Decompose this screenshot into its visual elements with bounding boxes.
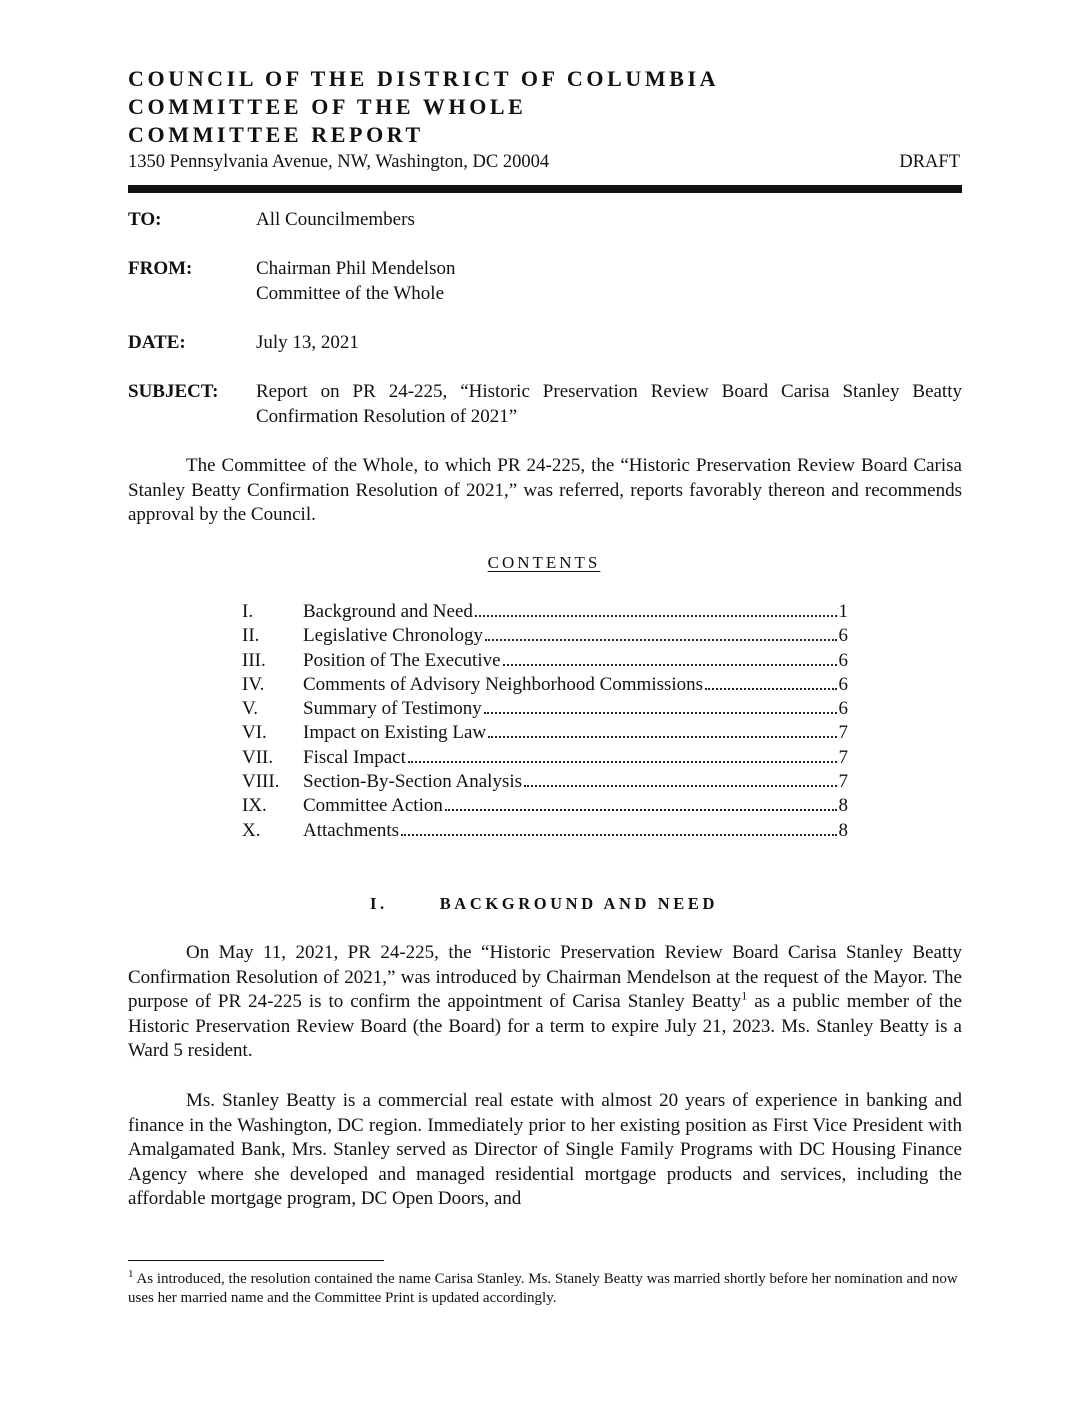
toc-title: Attachments bbox=[303, 819, 400, 841]
report-heading: COMMITTEE REPORT bbox=[128, 122, 424, 147]
toc-page: 8 bbox=[838, 819, 848, 841]
toc-leader bbox=[484, 712, 837, 714]
header-rule bbox=[128, 185, 962, 193]
committee-heading: COMMITTEE OF THE WHOLE bbox=[128, 94, 527, 119]
footnote-reference: 1 bbox=[741, 988, 748, 1003]
toc-leader bbox=[705, 688, 836, 690]
toc-number: VII. bbox=[242, 746, 274, 768]
toc-title: Summary of Testimony bbox=[303, 698, 482, 720]
draft-label: DRAFT bbox=[899, 152, 960, 172]
toc-number: X. bbox=[242, 819, 261, 841]
toc-row bbox=[242, 649, 848, 673]
toc-row bbox=[242, 673, 848, 697]
footnote-rule bbox=[128, 1260, 384, 1261]
to-value: All Councilmembers bbox=[256, 209, 415, 230]
toc-row bbox=[242, 819, 848, 843]
from-label: FROM: bbox=[128, 258, 193, 279]
section-heading bbox=[0, 893, 1088, 915]
from-value-name: Chairman Phil Mendelson bbox=[256, 258, 456, 279]
section-title: BACKGROUND AND NEED bbox=[439, 894, 719, 913]
address: 1350 Pennsylvania Avenue, NW, Washington, DC 20004 bbox=[128, 152, 550, 172]
toc-leader bbox=[445, 809, 837, 811]
footnote-number: 1 bbox=[128, 1268, 134, 1280]
table-of-contents bbox=[242, 600, 848, 843]
toc-row bbox=[242, 794, 848, 818]
toc-row bbox=[242, 697, 848, 721]
footnote bbox=[128, 1270, 962, 1308]
toc-page: 1 bbox=[838, 601, 848, 622]
toc-title: Section-By-Section Analysis bbox=[303, 771, 523, 793]
toc-page: 6 bbox=[838, 698, 848, 720]
toc-title: Impact on Existing Law bbox=[303, 722, 487, 744]
section-number: I. bbox=[369, 894, 388, 913]
toc-leader bbox=[408, 761, 837, 763]
toc-number: II. bbox=[242, 625, 260, 647]
council-heading: COUNCIL OF THE DISTRICT OF COLUMBIA bbox=[128, 66, 720, 91]
toc-leader bbox=[475, 615, 837, 617]
toc-leader bbox=[488, 736, 836, 738]
toc-leader bbox=[401, 834, 836, 836]
toc-number: IX. bbox=[242, 795, 267, 817]
from-value-committee: Committee of the Whole bbox=[256, 283, 445, 304]
toc-page: 7 bbox=[838, 722, 848, 744]
date-value: July 13, 2021 bbox=[256, 332, 359, 353]
toc-row bbox=[242, 746, 848, 770]
toc-row bbox=[242, 624, 848, 648]
toc-leader bbox=[524, 785, 836, 787]
toc-number: III. bbox=[242, 649, 266, 671]
toc-title: Background and Need bbox=[303, 601, 473, 622]
toc-row bbox=[242, 600, 848, 624]
toc-number: IV. bbox=[242, 673, 265, 695]
toc-number: V. bbox=[242, 698, 259, 720]
toc-number: VIII. bbox=[242, 771, 280, 793]
toc-title: Committee Action bbox=[303, 795, 443, 817]
toc-leader bbox=[485, 639, 837, 641]
toc-page: 6 bbox=[838, 625, 848, 647]
toc-page: 7 bbox=[838, 746, 848, 768]
toc-title: Fiscal Impact bbox=[303, 746, 406, 768]
toc-page: 7 bbox=[838, 771, 848, 793]
toc-page: 8 bbox=[838, 795, 848, 817]
toc-title: Legislative Chronology bbox=[303, 625, 483, 647]
toc-page: 6 bbox=[838, 649, 848, 671]
background-paragraph-1: On May 11, 2021, PR 24-225, the “Historic Preservation Review Board Carisa Stanley Beatty Confirmation Resolution of 2021,” was introduced by Chairman Mendelson at the request of the Mayor. The purpose of PR 24-225 is to confirm the appointment of Carisa Stanley Beatty$^1$ as a public member of the Historic Preservation Review Board (the Board) for a term to expire July 21, 2023. Ms. Stanley Beatty is a Ward 5 resident. bbox=[128, 942, 962, 1061]
toc-row bbox=[242, 721, 848, 745]
intro-paragraph: The Committee of the Whole, to which PR 24-225, the “Historic Preservation Review Board Carisa Stanley Beatty Confirmation Resolution of 2021,” was referred, reports favorably thereon and recommends approval by the Council. bbox=[128, 455, 962, 525]
toc-row bbox=[242, 770, 848, 794]
date-label: DATE: bbox=[128, 332, 186, 353]
toc-title: Position of The Executive bbox=[303, 649, 501, 671]
contents-title: CONTENTS bbox=[487, 553, 601, 572]
subject-label: SUBJECT: bbox=[128, 381, 219, 402]
footnote-text: As introduced, the resolution contained the name Carisa Stanley. Ms. Stanely Beatty was married shortly before her nomination and now uses her married name and the Committee Print is updated accordingly. bbox=[128, 1271, 958, 1306]
toc-title: Comments of Advisory Neighborhood Commissions bbox=[303, 673, 704, 695]
to-label: TO: bbox=[128, 209, 162, 230]
subject-value: Report on PR 24-225, “Historic Preservation Review Board Carisa Stanley Beatty Confirmation Resolution of 2021” bbox=[256, 381, 962, 427]
toc-number: I. bbox=[242, 601, 254, 622]
toc-leader bbox=[503, 664, 837, 666]
toc-page: 6 bbox=[838, 673, 848, 695]
toc-number: VI. bbox=[242, 722, 267, 744]
background-paragraph-2: Ms. Stanley Beatty is a commercial real estate with almost 20 years of experience in banking and finance in the Washington, DC region. Immediately prior to her existing position as First Vice President with Amalgamated Bank, Mrs. Stanley served as Director of Single Family Programs with DC Housing Finance Agency where she developed and managed residential mortgage products and services, including the affordable mortgage program, DC Open Doors, and bbox=[128, 1090, 962, 1209]
